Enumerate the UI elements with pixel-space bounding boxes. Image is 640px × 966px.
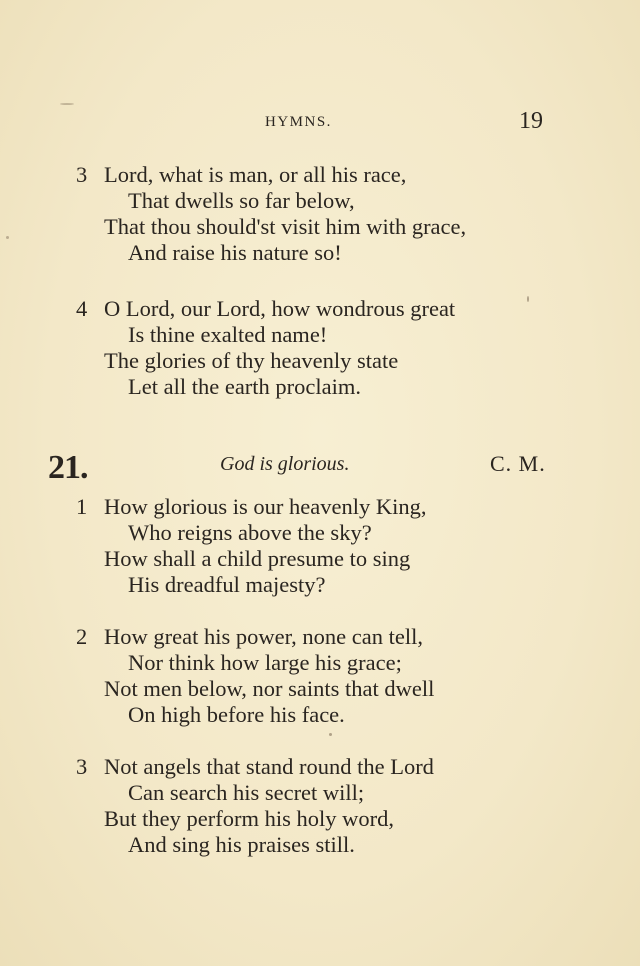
verse-line: Let all the earth proclaim. [128,374,362,399]
verse-line: Not men below, nor saints that dwell [104,676,435,701]
paper-speck [60,103,74,105]
paper-speck [6,236,9,239]
verse-line: On high before his face. [128,702,345,727]
stanza-number: 3 [76,162,88,187]
verse-line: Is thine exalted name! [128,322,328,347]
hymn-meter: C. M. [490,451,546,476]
verse-line: Nor think how large his grace; [128,650,402,675]
verse-line: The glories of thy heavenly state [104,348,399,373]
stanza-number: 4 [76,296,88,321]
paper-speck [527,296,529,302]
verse-line: That thou should'st visit him with grace, [104,214,467,239]
verse-line: How great his power, none can tell, [104,624,423,649]
verse-line: Who reigns above the sky? [128,520,372,545]
verse-line: His dreadful majesty? [128,572,326,597]
paper-speck [329,733,332,736]
verse-line: That dwells so far below, [128,188,355,213]
verse-line: Not angels that stand round the Lord [104,754,434,779]
verse-line: How glorious is our heavenly King, [104,494,427,519]
verse-line: And sing his praises still. [128,832,355,857]
verse-line: And raise his nature so! [128,240,342,265]
page-number: 19 [519,108,543,134]
verse-line: Lord, what is man, or all his race, [104,162,407,187]
verse-line: O Lord, our Lord, how wondrous great [104,296,456,321]
verse-line: Can search his secret will; [128,780,365,805]
stanza-number: 3 [76,754,88,779]
stanza-number: 1 [76,494,88,519]
hymn-number: 21. [48,449,88,486]
verse-line: How shall a child presume to sing [104,546,411,571]
hymn-title: God is glorious. [220,453,350,475]
stanza-number: 2 [76,624,88,649]
running-head: HYMNS. [265,114,332,130]
verse-line: But they perform his holy word, [104,806,394,831]
